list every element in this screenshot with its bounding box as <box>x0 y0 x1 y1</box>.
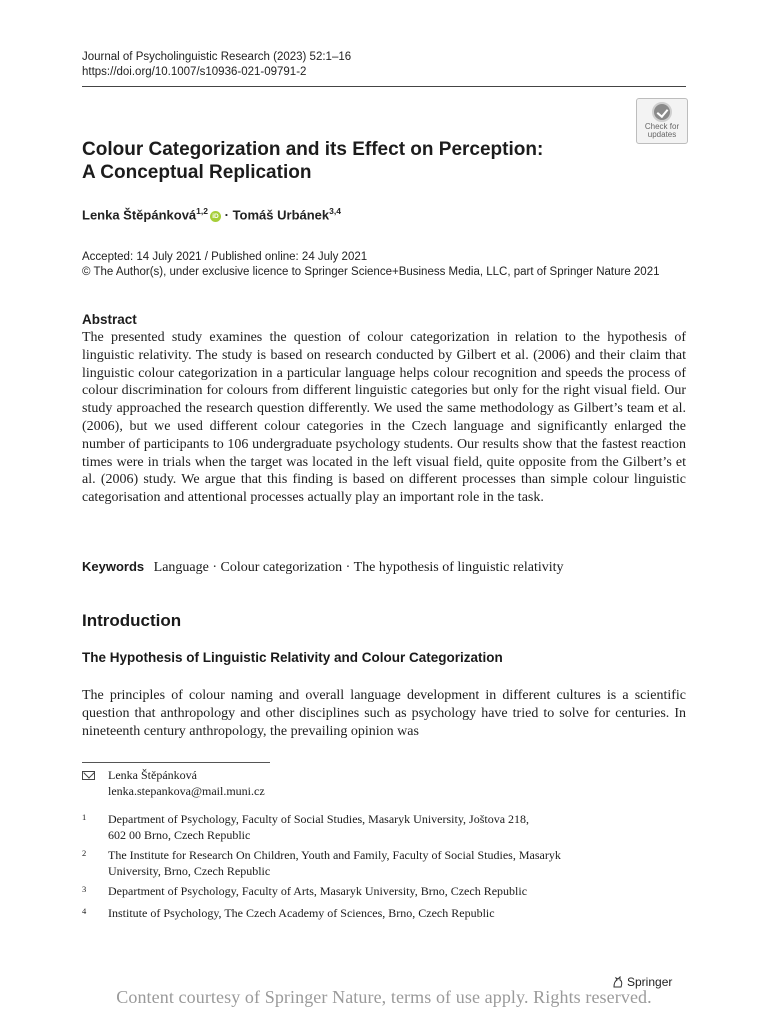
author-affiliation-marks: 1,2 <box>196 206 208 216</box>
copyright-line: © The Author(s), under exclusive licence to Springer Science+Business Media, LLC, part of Springer Nature 2021 <box>82 266 660 278</box>
dates-line: Accepted: 14 July 2021 / Published online: 24 July 2021 <box>82 251 368 263</box>
affiliation-number: 1 <box>82 812 87 822</box>
paper-title <box>82 138 622 184</box>
affiliation <box>82 884 686 900</box>
doi-link[interactable]: https://doi.org/10.1007/s10936-021-09791-2 <box>82 66 307 78</box>
affiliation-line: The Institute for Research On Children, Youth and Family, Faculty of Social Studies, Masaryk <box>108 848 561 862</box>
keywords-label: Keywords <box>82 559 145 574</box>
corresponding-author-email[interactable]: lenka.stepankova@mail.muni.cz <box>108 783 265 798</box>
author-separator: · <box>224 207 229 223</box>
affiliation-line: 602 00 Brno, Czech Republic <box>108 827 251 842</box>
corresponding-author-name: Lenka Štěpánková <box>108 768 197 782</box>
affiliation <box>82 906 686 922</box>
footnote-divider <box>82 762 270 763</box>
affiliation-line: Institute of Psychology, The Czech Academy of Sciences, Brno, Czech Republic <box>108 906 495 920</box>
title-line-2: A Conceptual Replication <box>82 162 312 183</box>
journal-header <box>82 50 351 80</box>
subsection-heading: The Hypothesis of Linguistic Relativity and Colour Categorization <box>82 650 503 665</box>
check-for-updates-badge[interactable] <box>636 98 688 144</box>
publisher-name: Springer <box>627 975 673 989</box>
check-for-updates-icon <box>652 102 672 122</box>
affiliation-number: 2 <box>82 848 87 858</box>
author-list <box>82 206 341 222</box>
abstract-heading: Abstract <box>82 312 137 327</box>
badge-line-2: updates <box>647 130 677 139</box>
affiliation-line: Department of Psychology, Faculty of Social Studies, Masaryk University, Joštova 218, <box>108 812 530 826</box>
affiliation <box>82 848 686 879</box>
corresponding-author <box>82 768 265 799</box>
keywords-text: Language · Colour categorization · The hypothesis of linguistic relativity <box>153 560 564 575</box>
author-affiliation-marks: 3,4 <box>329 206 341 216</box>
abstract-text: The presented study examines the question of colour categorization in relation to the hypothesis of linguistic relativity. The study is based on research conducted by Gilbert et al. (2006) and their claim that linguistic colour categorization in a particular language helps colour recognition and speeds the process of colour discrimination for colours from different linguistic categories but only for the right visual field. Our study approached the research question differently. We used the same methodology as Gilbert’s team et al. (2006), but we used different colour categories in the Czech language and significantly enlarged the number of participants to 106 undergraduate psychology students. Our results show that the fastest reaction times were in trials when the target was located in the left visual field, quite opposite from the Gilbert’s et al. (2006) study. We argue that this finding is based on different processes than simple colour linguistic categorisation and attentional processes actually play an important role in the task. <box>82 330 686 506</box>
header-divider <box>82 86 686 87</box>
affiliation-line: Department of Psychology, Faculty of Arts, Masaryk University, Brno, Czech Republic <box>108 884 528 898</box>
watermark: Content courtesy of Springer Nature, terms of use apply. Rights reserved. <box>116 987 652 1007</box>
publication-dates <box>82 250 660 280</box>
badge-line-1: Check for <box>644 122 680 131</box>
section-heading-introduction: Introduction <box>82 611 182 630</box>
affiliation <box>82 812 686 843</box>
journal-citation: Journal of Psycholinguistic Research (2023) 52:1–16 <box>82 51 352 63</box>
affiliation-line: University, Brno, Czech Republic <box>108 863 271 878</box>
keywords <box>82 559 564 576</box>
affiliation-number: 3 <box>82 884 87 894</box>
affiliation-number: 4 <box>82 906 87 916</box>
title-line-1: Colour Categorization and its Effect on Perception: <box>82 139 544 160</box>
orcid-icon[interactable]: iD <box>210 211 221 222</box>
envelope-icon <box>82 771 95 780</box>
introduction-text: The principles of colour naming and overall language development in different cultures is a scientific question that anthropology and other disciplines such as psychology have tried to solve for centuries. In nineteenth century anthropology, the prevailing opinion was <box>82 688 686 739</box>
author-name[interactable]: Lenka Štěpánková <box>82 207 197 223</box>
author-name[interactable]: Tomáš Urbánek <box>232 207 330 223</box>
